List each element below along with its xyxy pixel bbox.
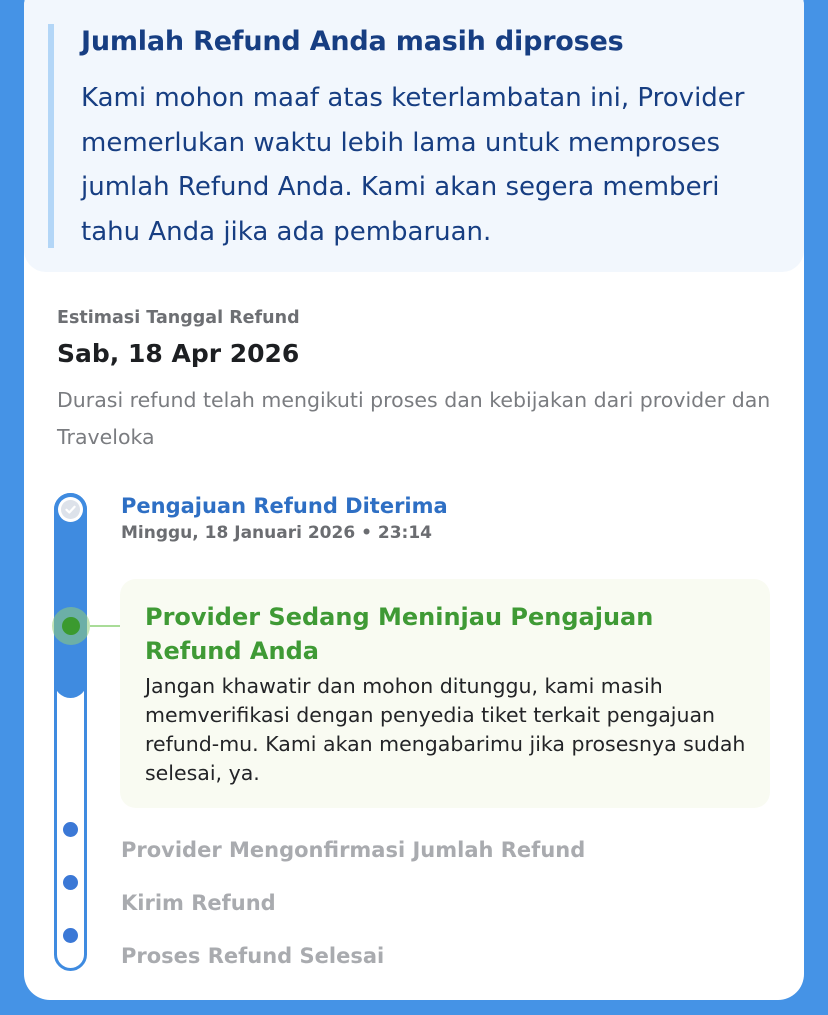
step-refund-received-datetime: Minggu, 18 Januari 2026 • 23:14 (121, 523, 432, 543)
estimate-description: Durasi refund telah mengikuti proses dan kebijakan dari provider dan Traveloka (57, 388, 771, 449)
pending-step-dot-icon (63, 822, 78, 837)
active-step-connector (90, 625, 120, 627)
step-provider-reviewing-title: Provider Sedang Meninjau Pengajuan Refund Anda (145, 603, 654, 665)
active-step-dot-icon (62, 617, 80, 635)
step-provider-confirms-title: Provider Mengonfirmasi Jumlah Refund (121, 838, 586, 862)
notice-accent-bar (48, 24, 54, 248)
estimate-date: Sab, 18 Apr 2026 (57, 339, 300, 368)
estimate-label: Estimasi Tanggal Refund (57, 308, 300, 328)
pending-step-dot-icon (63, 928, 78, 943)
refund-status-card (24, 0, 804, 1000)
notice-body: Kami mohon maaf atas keterlambatan ini, Provider memerlukan waktu lebih lama untuk memproses jumlah Refund Anda. Kami akan segera memberi tahu Anda jika ada pembaruan. (81, 83, 745, 247)
notice-title: Jumlah Refund Anda masih diproses (81, 26, 624, 57)
step-send-refund-title: Kirim Refund (121, 891, 276, 915)
pending-step-dot-icon (63, 875, 78, 890)
refund-notice-banner (24, 0, 804, 272)
check-circle-icon (58, 497, 83, 522)
timeline-progress-fill (54, 493, 87, 698)
step-refund-complete-title: Proses Refund Selesai (121, 944, 385, 968)
step-provider-reviewing-description: Jangan khawatir dan mohon ditunggu, kami masih memverifikasi dengan penyedia tiket terkait pengajuan refund-mu. Kami akan mengabarimu jika prosesnya sudah selesai, ya. (145, 674, 746, 785)
step-refund-received-title: Pengajuan Refund Diterima (121, 494, 448, 518)
